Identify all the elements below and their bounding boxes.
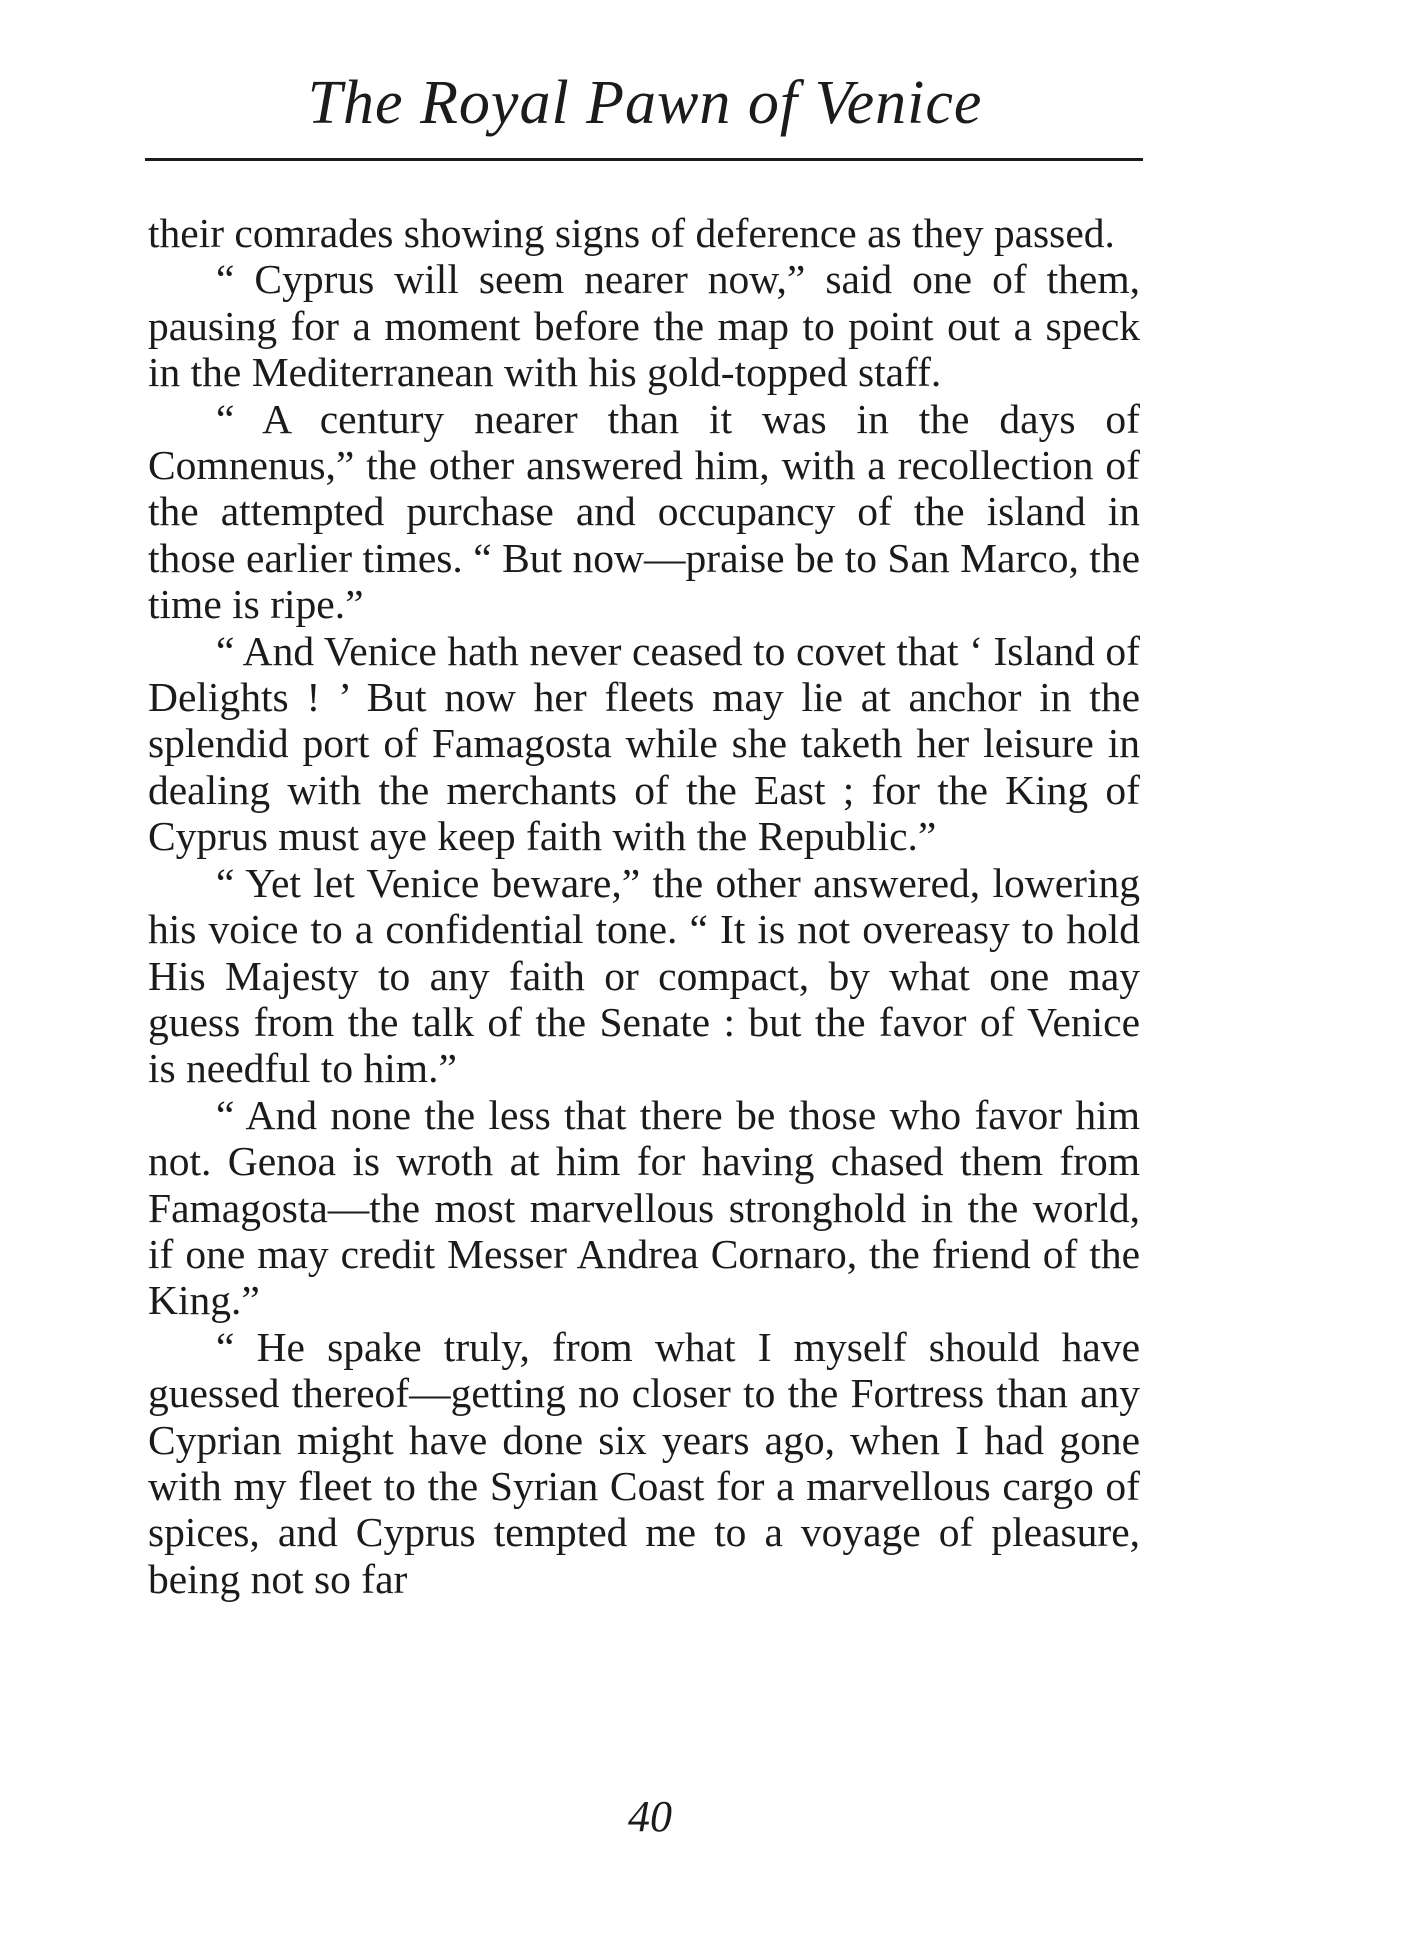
paragraph: their comrades showing signs of deference as they passed. (148, 210, 1115, 256)
page-body (148, 210, 1140, 1602)
paragraph: “ Yet let Venice beware,” the other answered, lowering his voice to a confidential tone. “ It is not overeasy to hold His Majesty to any faith or compact, by what one may guess from the talk of the Senate : but the favor of Venice is needful to him.” (148, 859, 1140, 1092)
running-title: The Royal Pawn of Venice (307, 69, 983, 137)
page-number: 40 (628, 1792, 672, 1841)
header-rule (145, 158, 1143, 161)
paragraph: “ Cyprus will seem nearer now,” said one of them, pausing for a moment before the map to point out a speck in the Mediterranean with his gold-topped staff. (148, 256, 1140, 396)
paragraph: “ A century nearer than it was in the days of Comnenus,” the other answered him, with a recollection of the attempted purchase and occupancy of the island in those earlier times. “ But now—praise be to San Marco, the time is ripe.” (148, 395, 1140, 628)
paragraph: “ And Venice hath never ceased to covet that ‘ Island of Delights ! ’ But now her fleets may lie at anchor in the splendid port of Famagosta while she taketh her leisure in dealing with the merchants of the East ; for the King of Cyprus must aye keep faith with the Republic.” (148, 627, 1140, 860)
paragraph: “ And none the less that there be those who favor him not. Genoa is wroth at him for having chased them from Famagosta—the most marvellous stronghold in the world, if one may credit Messer Andrea Cornaro, the friend of the King.” (148, 1091, 1140, 1324)
paragraph: “ He spake truly, from what I myself should have guessed thereof—getting no closer to the Fortress than any Cyprian might have done six years ago, when I had gone with my fleet to the Syrian Coast for a marvellous cargo of spices, and Cyprus tempted me to a voyage of pleasure, being not so far (148, 1323, 1140, 1602)
